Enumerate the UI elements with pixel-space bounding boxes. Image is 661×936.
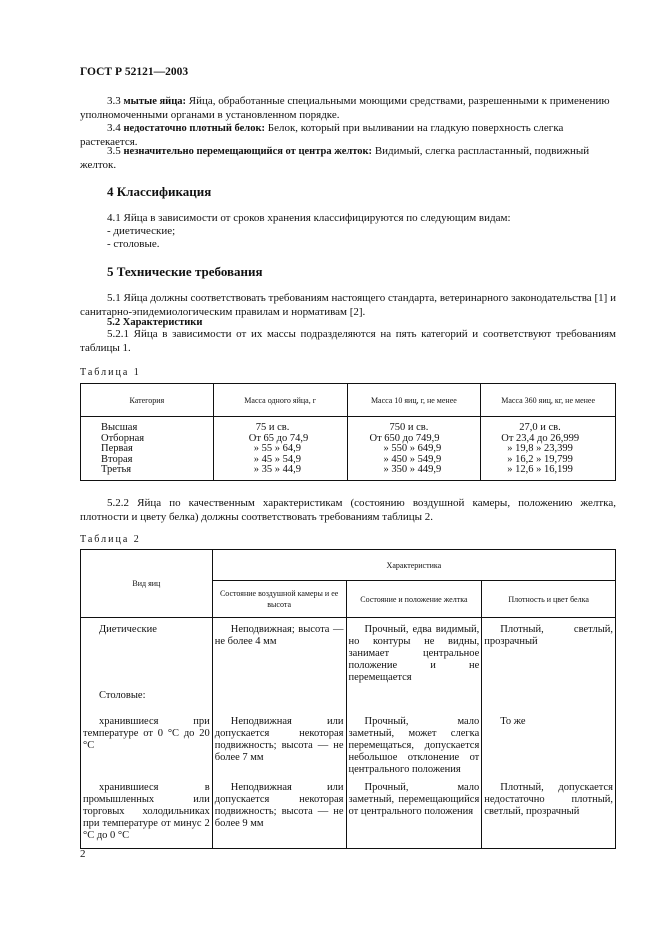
- table-row: [81, 684, 616, 716]
- table-cell: » 35 » 44,9: [253, 464, 302, 475]
- mass-360-cell: [481, 417, 616, 481]
- table-cell: [212, 684, 346, 716]
- table-cell: » 45 » 54,9: [253, 453, 302, 465]
- section-3-5: [80, 145, 616, 172]
- table-cell: 27,0 и св.: [519, 422, 561, 433]
- column-header: Масса одного яйца, г: [213, 384, 347, 417]
- table-row: [81, 776, 616, 849]
- heading-classification: 4 Классификация: [107, 184, 212, 199]
- column-header-characteristic: Характеристика: [212, 550, 615, 581]
- table-cell: » 550 » 649,9: [383, 443, 442, 454]
- table-cell: [346, 684, 482, 716]
- table-cell: » 55 » 64,9: [253, 443, 302, 454]
- table-cell: Высшая: [101, 422, 138, 433]
- definition: Белок, который при выливании на гладкую поверхность слегка растекается.: [80, 122, 564, 148]
- section-3-3: [80, 95, 616, 122]
- table-cell: Отборная: [101, 432, 145, 444]
- definition: Яйца, обработанные специальными моющими средствами, разрешенными к применению уполномоченными органами в установленном порядке.: [80, 95, 610, 121]
- table-row: [81, 716, 616, 776]
- section-4-1: 4.1 Яйца в зависимости от сроков хранения классифицируются по следующим видам:: [107, 212, 511, 224]
- column-header: Масса 10 яиц, г, не менее: [347, 384, 481, 417]
- table-1: [80, 383, 616, 481]
- column-header-kind: Вид яиц: [81, 550, 213, 618]
- table-cell: Вторая: [101, 453, 133, 465]
- table-cell: То же: [482, 716, 616, 776]
- table-cell: » 19,8 » 23,399: [507, 443, 573, 454]
- table-cell: Первая: [101, 443, 133, 454]
- section-5-2-1: 5.2.1 Яйца в зависимости от их массы подразделяются на пять категорий и соответствуют требованиям таблицы 1.: [80, 328, 616, 354]
- table-cell: Прочный, едва видимый, но контуры не видны, занимает центральное положение и не перемещается: [346, 618, 482, 685]
- table-cell: Столовые:: [81, 684, 213, 716]
- term: незначительно перемещающийся от центра желток:: [123, 146, 373, 157]
- term: недостаточно плотный белок:: [123, 123, 265, 134]
- section-5-1: 5.1 Яйца должны соответствовать требованиям настоящего стандарта, ветеринарного законодательства [1] и санитарно-эпидемиологическим правилам и нормативам [2].: [80, 292, 616, 318]
- column-header: Состояние воздушной камеры и ее высота: [212, 581, 346, 618]
- table-cell: Диетические: [81, 618, 213, 685]
- document-header: ГОСТ Р 52121—2003: [80, 66, 189, 78]
- section-5-2-2: 5.2.2 Яйца по качественным характеристикам (состоянию воздушной камеры, положению желтка, плотности и цвету белка) должны соответствовать требованиям таблицы 2.: [80, 497, 616, 523]
- table-2: [80, 549, 616, 849]
- table-cell: » 12,6 » 16,199: [507, 464, 573, 475]
- section-number: 3.3: [107, 95, 121, 107]
- table-cell: Третья: [101, 464, 132, 475]
- table-body-row: [81, 417, 616, 481]
- definition: Видимый, слегка распластанный, подвижный желток.: [80, 145, 590, 171]
- term: мытые яйца:: [123, 96, 187, 107]
- mass-ten-cell: [347, 417, 481, 481]
- table-header-row: [81, 550, 616, 581]
- table-cell: хранившиеся в промышленных или торговых холодильниках при температуре от минус 2 °С до 0 °С: [81, 776, 213, 849]
- heading-technical-requirements: 5 Технические требования: [107, 264, 263, 279]
- table-cell: Прочный, мало заметный, перемещающийся от центрального положения: [346, 776, 482, 849]
- section-number: 3.4: [107, 122, 121, 134]
- section-5-2: 5.2 Характеристики: [107, 317, 203, 328]
- table-cell: Неподвижная или допускается некоторая подвижность; высота — не более 7 мм: [212, 716, 346, 776]
- table-header-row: [81, 384, 616, 417]
- table-cell: » 16,2 » 19,799: [507, 453, 573, 465]
- section-number: 3.5: [107, 145, 121, 157]
- table-cell: 750 и св.: [389, 422, 429, 433]
- list-item: - столовые.: [107, 238, 160, 250]
- table-cell: [482, 684, 616, 716]
- table1-caption: Таблица 1: [80, 367, 141, 378]
- page-number: 2: [80, 848, 86, 860]
- table-cell: Неподвижная или допускается некоторая подвижность; высота — не более 9 мм: [212, 776, 346, 849]
- column-header: Категория: [81, 384, 214, 417]
- table-cell: От 650 до 749,9: [369, 432, 440, 444]
- list-item: - диетические;: [107, 225, 176, 237]
- column-header: Масса 360 яиц, кг, не менее: [481, 384, 616, 417]
- column-header: Плотность и цвет белка: [482, 581, 616, 618]
- mass-one-cell: [213, 417, 347, 481]
- table-cell: Неподвижная; высота — не более 4 мм: [212, 618, 346, 685]
- table-cell: Плотный, допускается недостаточно плотный, светлый, прозрачный: [482, 776, 616, 849]
- table-row: [81, 618, 616, 685]
- table-cell: 75 и св.: [255, 422, 290, 433]
- table-cell: » 450 » 549,9: [383, 453, 442, 465]
- table-cell: » 350 » 449,9: [383, 464, 442, 475]
- column-header: Состояние и положение желтка: [346, 581, 482, 618]
- table-cell: От 65 до 74,9: [248, 432, 309, 444]
- table-cell: От 23,4 до 26,999: [501, 432, 580, 444]
- table-cell: Плотный, светлый, прозрачный: [482, 618, 616, 685]
- table-cell: хранившиеся при температуре от 0 °С до 20 °С: [81, 716, 213, 776]
- table-cell: Прочный, мало заметный, может слегка перемещаться, допускается небольшое отклонение от центрального положения: [346, 716, 482, 776]
- category-cell: [81, 417, 214, 481]
- table2-caption: Таблица 2: [80, 534, 141, 545]
